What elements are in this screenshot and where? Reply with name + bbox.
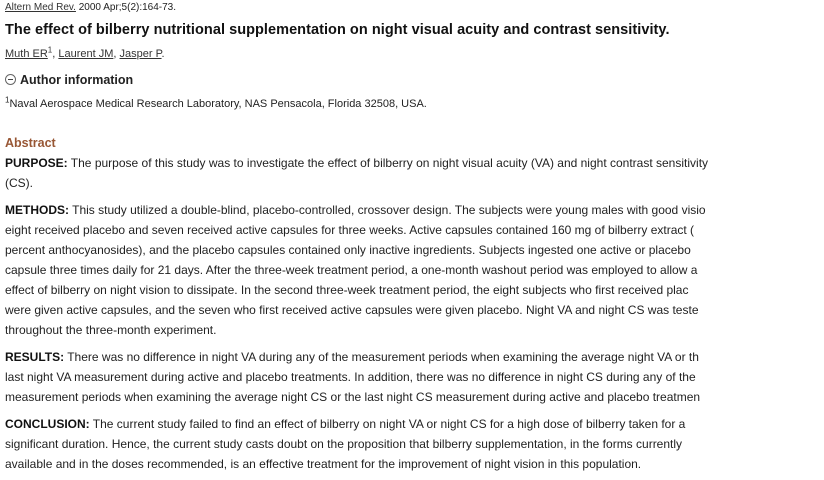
abstract-line (5, 414, 824, 434)
author-link[interactable]: Muth ER (5, 48, 48, 60)
section-text: eight received placebo and seven received active capsules for three weeks. Active capsules contained 160 mg of bilberry extract ( (5, 223, 695, 237)
author-information-toggle[interactable] (5, 72, 133, 88)
abstract-line (5, 240, 824, 260)
abstract-line (5, 173, 824, 193)
section-text: available and in the doses recommended, is an effective treatment for the improvement of night vision in this population. (5, 457, 642, 471)
abstract-section (5, 414, 824, 474)
section-text: This study utilized a double-blind, placebo-controlled, crossover design. The subjects were young males with good visio (69, 203, 706, 217)
abstract-heading: Abstract (5, 136, 56, 150)
abstract-line (5, 280, 824, 300)
section-text: The purpose of this study was to investigate the effect of bilberry on night visual acuity (VA) and night contrast sensitivity (67, 156, 709, 170)
section-label: PURPOSE: (5, 156, 68, 170)
author-information-label: Author information (20, 73, 134, 87)
affiliation-number: 1 (5, 95, 10, 105)
author-link[interactable]: Laurent JM (58, 48, 114, 60)
section-text: were given active capsules, and the seven who first received active capsules were given placebo. Night VA and night CS was teste (5, 303, 699, 317)
abstract-line (5, 153, 824, 173)
abstract-section (5, 347, 824, 407)
section-text: measurement periods when examining the average night CS or the last night CS measurement during active and placebo treatmen (5, 390, 701, 404)
author-separator: . (161, 48, 165, 60)
abstract-line (5, 300, 824, 320)
journal-link[interactable]: Altern Med Rev. (5, 2, 76, 13)
section-text: significant duration. Hence, the current study casts doubt on the proposition that bilberry supplementation, in the forms currently (5, 437, 683, 451)
abstract-body (5, 153, 824, 480)
author-separator: , (113, 48, 120, 60)
section-label: METHODS: (5, 203, 69, 217)
affiliation (5, 96, 427, 112)
section-label: CONCLUSION: (5, 417, 90, 431)
abstract-section (5, 153, 824, 193)
section-label: RESULTS: (5, 350, 65, 364)
citation-details: 2000 Apr;5(2):164-73. (78, 2, 177, 13)
abstract-line (5, 220, 824, 240)
author-link[interactable]: Jasper P (119, 48, 162, 60)
abstract-line (5, 320, 824, 340)
abstract-line (5, 367, 824, 387)
section-text: effect of bilberry on night vision to dissipate. In the second three-week treatment period, the eight subjects who first received plac (5, 283, 689, 297)
section-text: throughout the three-month experiment. (5, 323, 217, 337)
author-list (5, 46, 165, 62)
author-affiliation-number: 1 (47, 45, 53, 55)
abstract-line (5, 387, 824, 407)
abstract-line (5, 454, 824, 474)
section-text: There was no difference in night VA during any of the measurement periods when examining the average night VA or th (64, 350, 699, 364)
citation (5, 1, 176, 14)
abstract-line (5, 434, 824, 454)
abstract-section (5, 200, 824, 340)
section-text: (CS). (5, 176, 33, 190)
author-separator: , (52, 48, 59, 60)
section-text: percent anthocyanosides), and the placebo capsules contained only inactive ingredients. Subjects ingested one active or placebo (5, 243, 691, 257)
section-text: last night VA measurement during active and placebo treatments. In addition, there was no difference in night CS during any of the (5, 370, 696, 384)
abstract-line (5, 347, 824, 367)
abstract-line (5, 200, 824, 220)
section-text: The current study failed to find an effect of bilberry on night VA or night CS for a high dose of bilberry taken for a (89, 417, 686, 431)
minus-circle-icon[interactable] (5, 74, 16, 85)
article-title: The effect of bilberry nutritional supplementation on night visual acuity and contrast sensitivity. (5, 22, 670, 38)
section-text: capsule three times daily for 21 days. After the three-week treatment period, a one-month washout period was employed to allow a (5, 263, 698, 277)
affiliation-text: Naval Aerospace Medical Research Laboratory, NAS Pensacola, Florida 32508, USA. (9, 98, 427, 110)
abstract-line (5, 260, 824, 280)
